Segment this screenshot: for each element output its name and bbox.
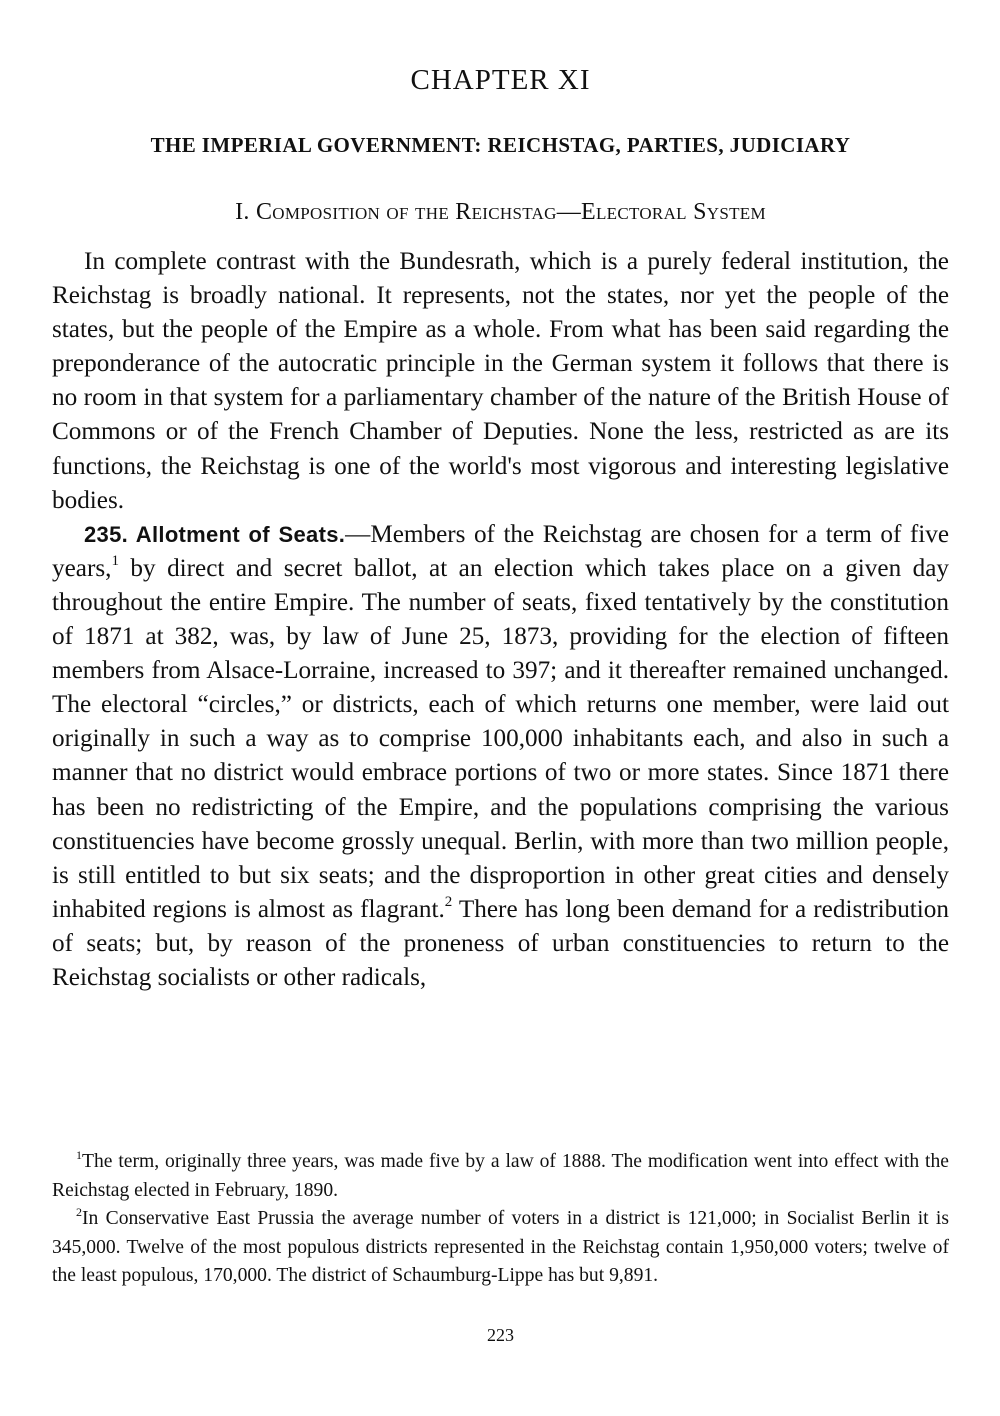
footnote-marker: 2	[76, 1205, 82, 1220]
page-number: 223	[487, 1325, 514, 1345]
paragraph-235	[52, 518, 949, 995]
footnote-marker: 1	[76, 1148, 82, 1162]
footnote-1	[52, 1148, 949, 1205]
body-text	[52, 245, 949, 995]
footnote-text: In Conservative East Prussia the average number of voters in a district is 121,000; in Socialist Berlin it is 345,000. Twelve of the most populous districts represented in the Reichstag contain 1,950,000 voters; twelve of the least populous, 170,000. The district of Schaumburg-Lippe has but 9,891.	[52, 1208, 949, 1287]
paragraph-text-part-3: There has long been demand for a redistribution of seats; but, by reason of the proneness of urban constituencies to return to the Reichstag socialists or other radicals,	[52, 895, 949, 991]
book-page	[52, 0, 949, 1416]
footnote-reference-2[interactable]: 2	[444, 893, 453, 910]
intro-paragraph: In complete contrast with the Bundesrath, which is a purely federal institution, the Reichstag is broadly national. It represents, not the states, nor yet the people of the states, but the people of the Empire as a whole. From what has been said regarding the preponderance of the autocratic principle in the German system it follows that there is no room in that system for a parliamentary chamber of the nature of the British House of Commons or of the French Chamber of Deputies. None the less, restricted as are its functions, the Reichstag is one of the world's most vigorous and interesting legislative bodies.	[52, 248, 949, 514]
footnote-reference-1[interactable]: 1	[111, 552, 119, 569]
paragraph-text-part-2: by direct and secret ballot, at an election which takes place on a given day throughout the entire Empire. The number of seats, fixed tentatively by the constitution of 1871 at 382, was, by law of June 25, 1873, providing for the election of fifteen members from Alsace-Lorraine, increased to 397; and it thereafter remained unchanged. The electoral “circles,” or districts, each of which returns one member, were laid out originally in such a way as to comprise 100,000 inhabitants each, and also in such a manner that no district would embrace portions of two or more states. Since 1871 there has been no redistricting of the Empire, and the populations comprising the various constituencies have become grossly unequal. Berlin, with more than two million people, is still entitled to but six seats; and the disproportion in other great cities and densely inhabited regions is almost as flagrant.	[52, 554, 949, 923]
footnote-text: The term, originally three years, was made five by a law of 1888. The modification went into effect with the Reichstag elected in February, 1890.	[52, 1151, 949, 1201]
section-number: I.	[235, 199, 250, 225]
footnotes	[52, 1148, 949, 1291]
paragraph-text-part-1: —Members of the Reichstag are chosen for a term of five years,	[52, 520, 949, 582]
chapter-title: THE IMPERIAL GOVERNMENT: REICHSTAG, PARTIES, JUDICIARY	[150, 133, 851, 157]
paragraph-heading: 235. Allotment of Seats.	[84, 521, 346, 547]
chapter-heading: CHAPTER XI	[410, 64, 591, 96]
section-title: Composition of the Reichstag—Electoral System	[255, 199, 766, 225]
section-heading	[52, 196, 949, 228]
footnote-2	[52, 1205, 949, 1291]
